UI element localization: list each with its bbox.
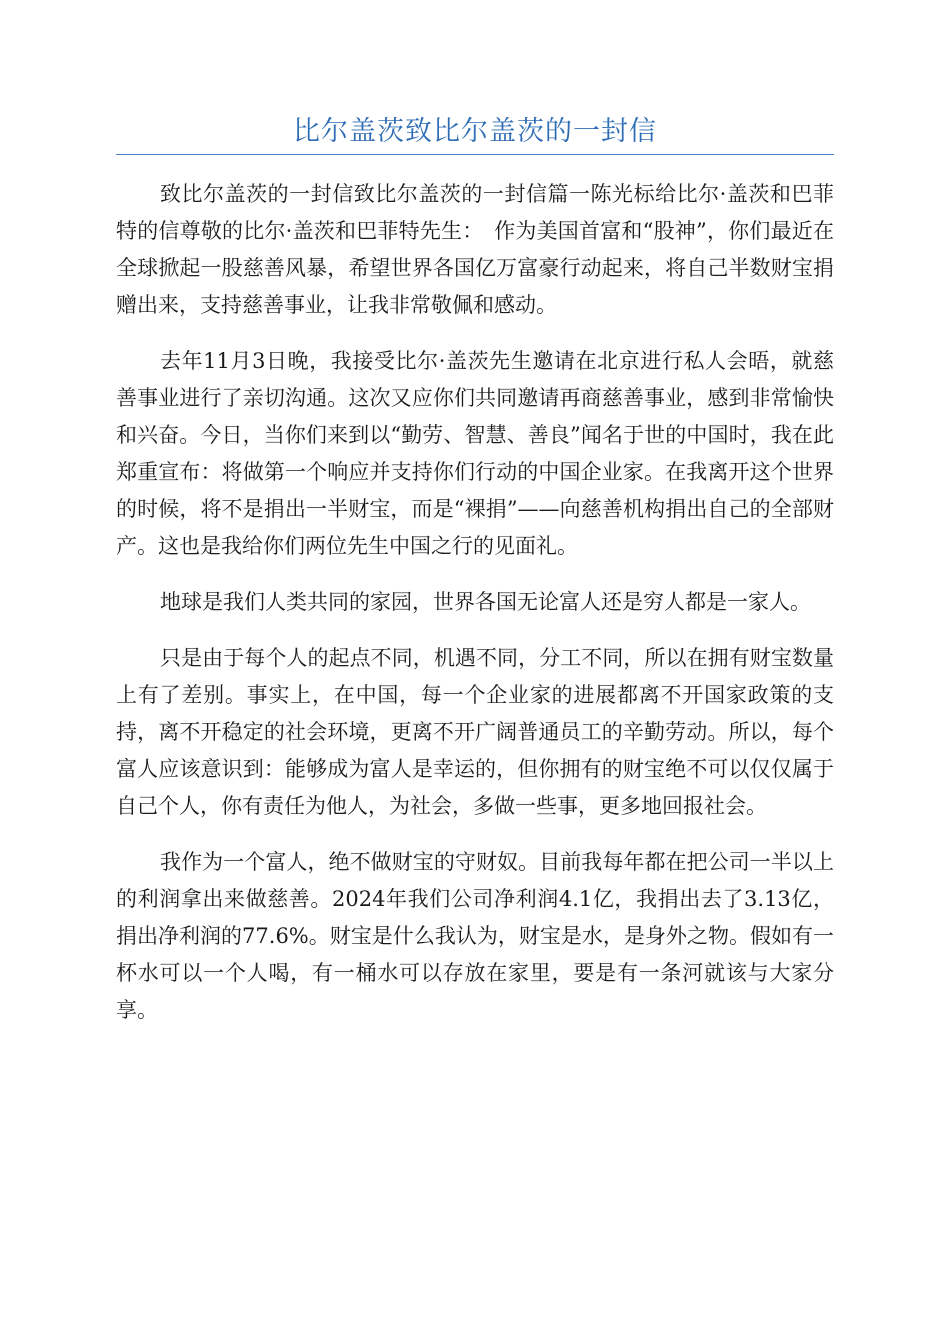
paragraph-2: 去年11月3日晚，我接受比尔·盖茨先生邀请在北京进行私人会晤，就慈善事业进行了亲切沟通。这次又应你们共同邀请再商慈善事业，感到非常愉快和兴奋。今日，当你们来到以“勤劳、智慧、善良”闻名于世的中国时，我在此郑重宣布：将做第一个响应并支持你们行动的中国企业家。在我离开这个世界的时候，将不是捐出一半财宝，而是“裸捐”——向慈善机构捐出自己的全部财产。这也是我给你们两位先生中国之行的见面礼。 bbox=[116, 349, 834, 558]
paragraph-5: 我作为一个富人，绝不做财宝的守财奴。目前我每年都在把公司一半以上的利润拿出来做慈善。2024年我们公司净利润4.1亿，我捐出去了3.13亿，捐出净利润的77.6%。财宝是什么我认为，财宝是水，是身外之物。假如有一杯水可以一个人喝，有一桶水可以存放在家里，要是有一条河就该与大家分享。 bbox=[116, 850, 834, 1022]
document-title: 比尔盖茨致比尔盖茨的一封信 bbox=[293, 116, 657, 147]
paragraph-4: 只是由于每个人的起点不同，机遇不同，分工不同，所以在拥有财宝数量上有了差别。事实上，在中国，每一个企业家的进展都离不开国家政策的支持，离不开稳定的社会环境，更离不开广阔普通员工的辛勤劳动。所以，每个富人应该意识到：能够成为富人是幸运的，但你拥有的财宝绝不可以仅仅属于自己个人，你有责任为他人，为社会，多做一些事，更多地回报社会。 bbox=[116, 646, 834, 818]
paragraph-1: 致比尔盖茨的一封信致比尔盖茨的一封信篇一陈光标给比尔·盖茨和巴菲特的信尊敬的比尔·盖茨和巴菲特先生： 作为美国首富和“股神”，你们最近在全球掀起一股慈善风暴，希望世界各国亿万富豪行动起来，将自己半数财宝捐赠出来，支持慈善事业，让我非常敬佩和感动。 bbox=[116, 182, 834, 317]
title-underline bbox=[116, 154, 834, 155]
paragraph-3: 地球是我们人类共同的家园，世界各国无论富人还是穷人都是一家人。 bbox=[160, 590, 811, 614]
document-body bbox=[116, 176, 834, 1048]
